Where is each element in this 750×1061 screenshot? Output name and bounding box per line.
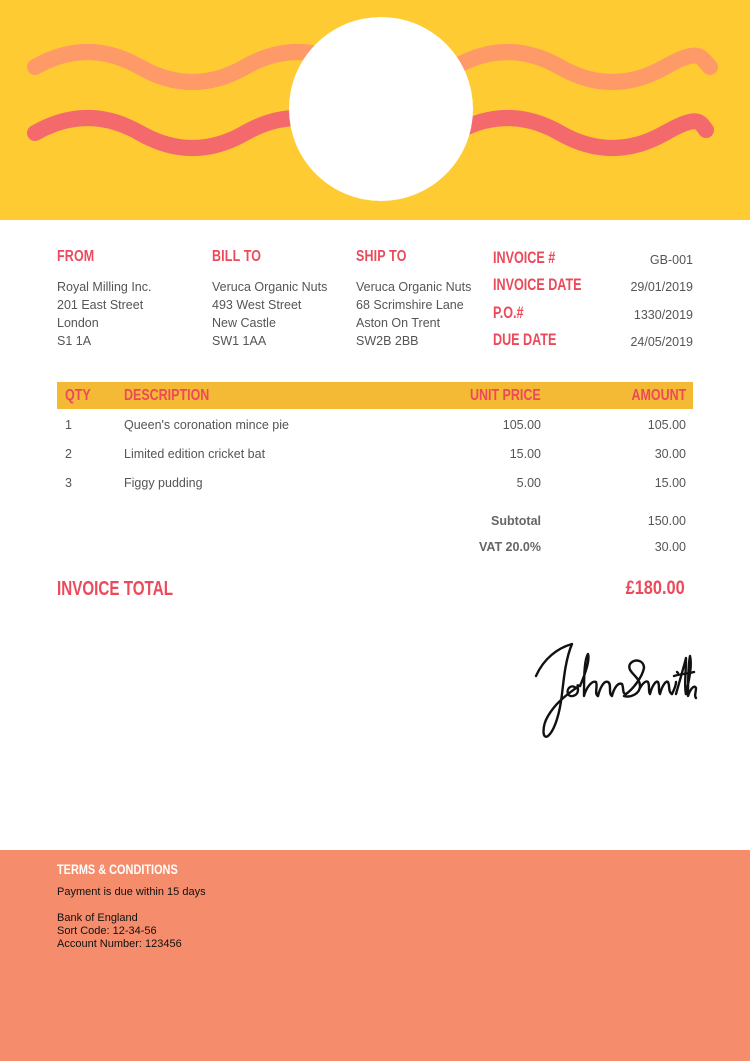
header-banner (0, 0, 750, 220)
bill-to-address (212, 278, 327, 350)
invoice-date-value: 29/01/2019 (630, 280, 693, 294)
from-line: Royal Milling Inc. (57, 280, 152, 294)
table-row (57, 476, 693, 505)
decorative-waves (0, 0, 750, 220)
table-header-row (57, 382, 693, 409)
ship-to-address (356, 278, 471, 350)
qty-cell: 2 (65, 447, 72, 461)
table-row (57, 447, 693, 476)
sort-code-text: Sort Code: 12-34-56 (57, 925, 157, 937)
footer-terms-panel (0, 850, 750, 1061)
amount-column-header: AMOUNT (631, 387, 686, 404)
invoice-total-label: INVOICE TOTAL (57, 578, 173, 600)
terms-heading: TERMS & CONDITIONS (57, 861, 178, 877)
ship-to-heading: SHIP TO (356, 248, 407, 265)
payment-terms-text: Payment is due within 15 days (57, 886, 206, 898)
invoice-date-label: INVOICE DATE (493, 275, 582, 294)
ship-to-line: 68 Scrimshire Lane (356, 298, 464, 312)
qty-column-header: QTY (65, 387, 91, 404)
bill-to-heading: BILL TO (212, 248, 262, 265)
description-cell: Figgy pudding (124, 476, 203, 490)
unit-price-cell: 5.00 (516, 476, 541, 490)
from-line: S1 1A (57, 334, 92, 348)
amount-cell: 105.00 (647, 418, 686, 432)
invoice-number-value: GB-001 (649, 253, 693, 267)
ship-to-line: Veruca Organic Nuts (356, 280, 472, 294)
subtotal-label: Subtotal (491, 514, 541, 528)
ship-to-line: SW2B 2BB (356, 334, 419, 348)
qty-cell: 3 (65, 476, 72, 490)
invoice-number-label: INVOICE # (493, 248, 556, 267)
po-number-label: P.O.# (493, 303, 524, 322)
bank-name-text: Bank of England (57, 912, 138, 924)
amount-cell: 30.00 (654, 447, 686, 461)
bill-to-line: Veruca Organic Nuts (212, 280, 328, 294)
unit-price-cell: 105.00 (502, 418, 541, 432)
from-line: 201 East Street (57, 298, 144, 312)
unit-price-column-header: UNIT PRICE (470, 387, 541, 404)
bill-to-line: New Castle (212, 316, 276, 330)
vat-value: 30.00 (654, 540, 686, 554)
subtotal-value: 150.00 (647, 514, 686, 528)
logo-placeholder (289, 17, 473, 201)
unit-price-cell: 15.00 (509, 447, 541, 461)
from-address (57, 278, 151, 350)
due-date-value: 24/05/2019 (630, 335, 693, 349)
po-number-value: 1330/2019 (633, 308, 693, 322)
from-heading: FROM (57, 248, 95, 265)
from-line: London (57, 316, 99, 330)
invoice-total-value: £180.00 (625, 578, 685, 599)
description-cell: Limited edition cricket bat (124, 447, 266, 461)
table-row (57, 418, 693, 447)
account-number-text: Account Number: 123456 (57, 938, 182, 950)
description-column-header: DESCRIPTION (124, 387, 210, 404)
qty-cell: 1 (65, 418, 72, 432)
amount-cell: 15.00 (654, 476, 686, 490)
ship-to-line: Aston On Trent (356, 316, 441, 330)
due-date-label: DUE DATE (493, 330, 557, 349)
signature-image (528, 636, 698, 741)
vat-label: VAT 20.0% (478, 540, 541, 554)
bill-to-line: 493 West Street (212, 298, 302, 312)
bill-to-line: SW1 1AA (212, 334, 267, 348)
description-cell: Queen's coronation mince pie (124, 418, 289, 432)
